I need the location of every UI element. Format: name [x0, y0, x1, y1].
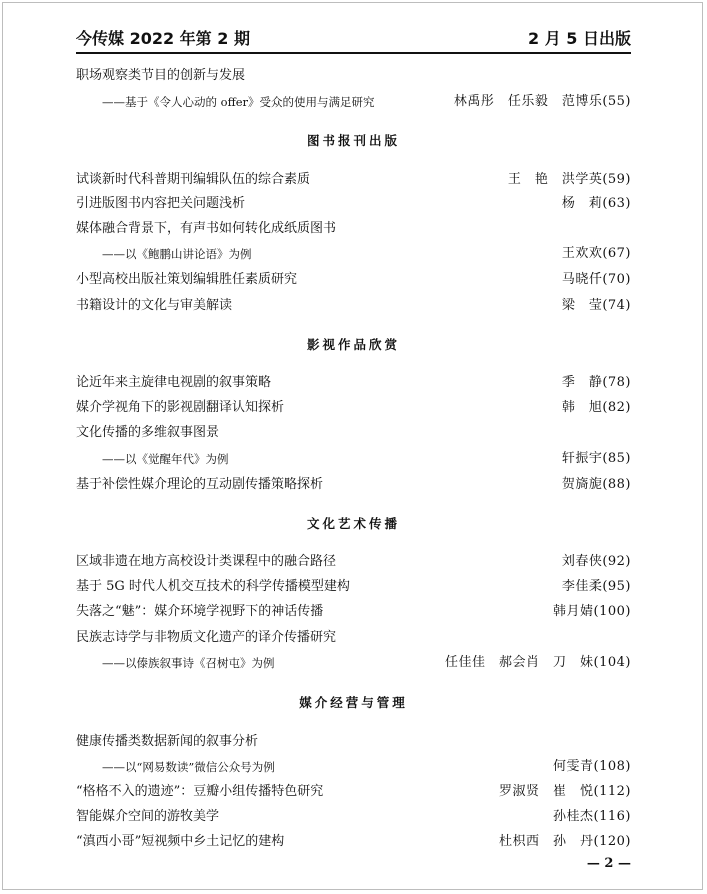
article-subtitle: ——以《觉醒年代》为例: [102, 452, 229, 466]
toc-entry: [76, 577, 631, 597]
toc-entry: [76, 832, 631, 852]
page-number: — 2 —: [586, 856, 631, 871]
article-title: 民族志诗学与非物质文化遗产的译介传播研究: [76, 630, 337, 645]
header-rule: [76, 52, 631, 54]
author-page: 韩月婧(100): [553, 604, 631, 619]
author-page: 刘春侠(92): [561, 554, 631, 569]
author-page: 何雯青(108): [553, 759, 631, 774]
article-title: 健康传播类数据新闻的叙事分析: [76, 734, 259, 749]
toc-subtitle-row: [76, 244, 631, 264]
author-page: 孙桂杰(116): [553, 809, 631, 824]
toc-entry: [76, 296, 631, 316]
toc-entry: [76, 807, 631, 827]
toc-entry: [76, 732, 631, 752]
article-title: 书籍设计的文化与审美解读: [76, 298, 233, 313]
article-subtitle: ——以《鲍鹏山讲论语》为例: [102, 247, 252, 261]
article-title: “格格不入的遗迹”：豆瓣小组传播特色研究: [76, 784, 324, 799]
article-subtitle: ——以傣族叙事诗《召树屯》为例: [102, 656, 275, 670]
toc-entry: [76, 66, 631, 86]
author-page: 马晓仟(70): [561, 272, 631, 287]
author-page: 梁 莹(74): [561, 298, 631, 313]
toc-entry: [76, 602, 631, 622]
author-page: 任佳佳 郝会肖 刀 妹(104): [445, 655, 631, 670]
article-title: “滇西小哥”短视频中乡土记忆的建构: [76, 834, 285, 849]
toc-entry: [76, 475, 631, 495]
toc-entry: [76, 194, 631, 214]
toc-entry: [76, 219, 631, 239]
toc-entry: [76, 398, 631, 418]
toc-entry: [76, 628, 631, 648]
toc-entry: [76, 270, 631, 290]
author-page: 李佳柔(95): [561, 579, 631, 594]
section-heading: 影视作品欣赏: [306, 337, 400, 352]
section-heading: 媒介经营与管理: [299, 695, 408, 710]
journal-issue: 今传媒 2022 年第 2 期: [76, 28, 250, 48]
section-heading: 图书报刊出版: [306, 133, 400, 148]
toc-subtitle-row: [76, 449, 631, 469]
article-title: 职场观察类节目的创新与发展: [76, 68, 246, 83]
toc-subtitle-row: [76, 653, 631, 673]
article-title: 文化传播的多维叙事图景: [76, 425, 220, 440]
author-page: 杜枳西 孙 丹(120): [499, 834, 631, 849]
toc-subtitle-row: [76, 92, 631, 112]
author-page: 林禹彤 任乐毅 范博乐(55): [453, 94, 631, 109]
page-header: [76, 24, 631, 50]
author-page: 王 艳 洪学英(59): [507, 172, 631, 187]
article-subtitle: ——以“网易数读”微信公众号为例: [102, 760, 275, 774]
author-page: 韩 旭(82): [561, 400, 631, 415]
toc-entry: [76, 552, 631, 572]
author-page: 贺旖旎(88): [561, 477, 631, 492]
article-subtitle: ——基于《令人心动的 offer》受众的使用与满足研究: [102, 95, 375, 109]
article-title: 智能媒介空间的游牧美学: [76, 809, 220, 824]
article-title: 媒体融合背景下，有声书如何转化成纸质图书: [76, 221, 337, 236]
article-title: 区域非遗在地方高校设计类课程中的融合路径: [76, 554, 337, 569]
toc-subtitle-row: [76, 757, 631, 777]
section-heading: 文化艺术传播: [306, 516, 400, 531]
author-page: 罗淑贤 崔 悦(112): [499, 784, 631, 799]
toc-entry: [76, 782, 631, 802]
author-page: 王欢欢(67): [561, 246, 631, 261]
article-title: 引进版图书内容把关问题浅析: [76, 196, 246, 211]
article-title: 基于补偿性媒介理论的互动剧传播策略探析: [76, 477, 324, 492]
article-title: 小型高校出版社策划编辑胜任素质研究: [76, 272, 298, 287]
toc-entry: [76, 170, 631, 190]
toc-entry: [76, 373, 631, 393]
article-title: 媒介学视角下的影视剧翻译认知探析: [76, 400, 285, 415]
toc-entry: [76, 423, 631, 443]
author-page: 季 静(78): [561, 375, 631, 390]
article-title: 试谈新时代科普期刊编辑队伍的综合素质: [76, 172, 311, 187]
article-title: 基于 5G 时代人机交互技术的科学传播模型建构: [76, 579, 350, 594]
author-page: 轩振宇(85): [561, 451, 631, 466]
author-page: 杨 莉(63): [561, 196, 631, 211]
publish-date: 2 月 5 日出版: [528, 28, 631, 48]
article-title: 论近年来主旋律电视剧的叙事策略: [76, 375, 272, 390]
article-title: 失落之“魅”：媒介环境学视野下的神话传播: [76, 604, 324, 619]
